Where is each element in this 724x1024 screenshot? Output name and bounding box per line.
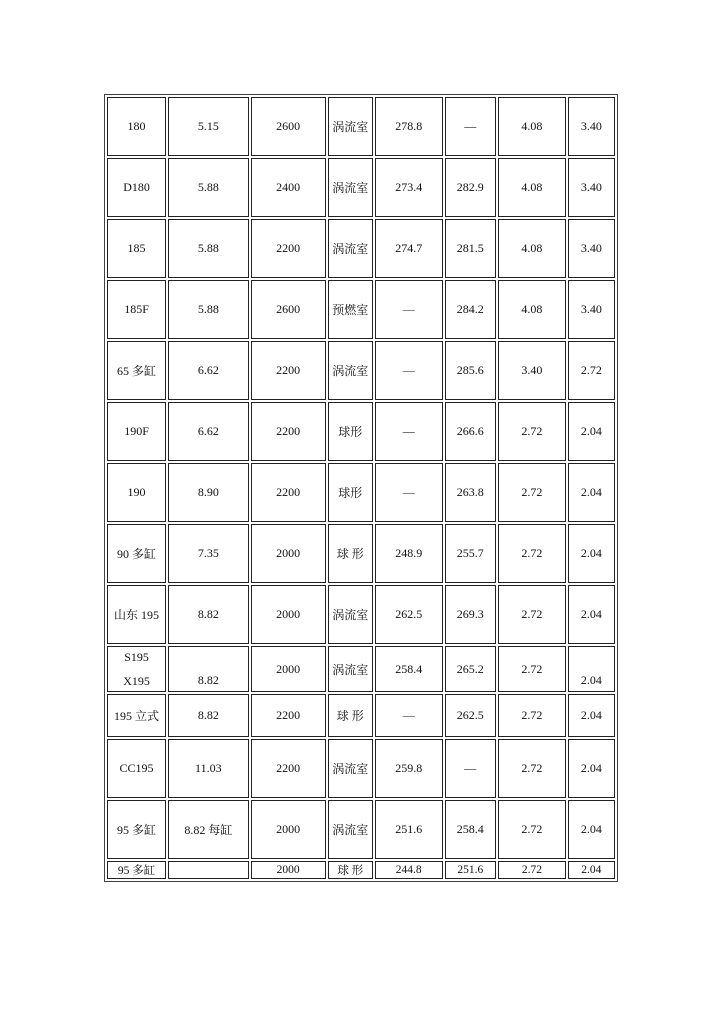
cell-value-b: 251.6 <box>445 861 497 879</box>
cell-model: 90 多缸 <box>107 524 166 583</box>
cell-value-d: 3.40 <box>568 219 615 278</box>
cell-value-b: 262.5 <box>445 694 497 737</box>
cell-value-a: — <box>375 694 443 737</box>
cell-value-c: 2.72 <box>498 463 566 522</box>
cell-chamber: 涡流室 <box>328 739 373 798</box>
cell-rpm: 2600 <box>251 280 326 339</box>
cell-value-c: 3.40 <box>498 341 566 400</box>
cell-chamber: 涡流室 <box>328 585 373 644</box>
cell-value-b: 258.4 <box>445 800 497 859</box>
cell-chamber: 球形 <box>328 463 373 522</box>
cell-value-a: 258.4 <box>375 646 443 692</box>
cell-power: 5.88 <box>168 158 249 217</box>
cell-value-c: 2.72 <box>498 800 566 859</box>
cell-power: 8.90 <box>168 463 249 522</box>
cell-value-d: 3.40 <box>568 158 615 217</box>
cell-value-d: 2.04 <box>568 800 615 859</box>
cell-value-d: 2.04 <box>568 463 615 522</box>
cell-value-a: 278.8 <box>375 97 443 156</box>
cell-model: 95 多缸 <box>107 800 166 859</box>
cell-value-a: 274.7 <box>375 219 443 278</box>
table-row <box>107 97 615 156</box>
cell-value-d: 2.04 <box>568 646 615 692</box>
table-row <box>107 800 615 859</box>
cell-value-b: 255.7 <box>445 524 497 583</box>
cell-rpm: 2000 <box>251 646 326 692</box>
cell-value-a: 251.6 <box>375 800 443 859</box>
cell-chamber: 涡流室 <box>328 158 373 217</box>
cell-value-c: 4.08 <box>498 280 566 339</box>
table-row <box>107 158 615 217</box>
cell-model: 185 <box>107 219 166 278</box>
cell-power: 6.62 <box>168 341 249 400</box>
cell-value-b: 284.2 <box>445 280 497 339</box>
cell-value-b: 266.6 <box>445 402 497 461</box>
cell-value-d: 2.04 <box>568 585 615 644</box>
cell-value-b: 282.9 <box>445 158 497 217</box>
cell-chamber: 预燃室 <box>328 280 373 339</box>
cell-value-d: 2.04 <box>568 694 615 737</box>
cell-value-d: 2.04 <box>568 739 615 798</box>
cell-value-d: 3.40 <box>568 280 615 339</box>
cell-model: 65 多缸 <box>107 341 166 400</box>
cell-value-c: 4.08 <box>498 97 566 156</box>
cell-model: 180 <box>107 97 166 156</box>
cell-value-b: — <box>445 97 497 156</box>
table-row <box>107 646 615 692</box>
table-row <box>107 219 615 278</box>
cell-rpm: 2200 <box>251 219 326 278</box>
cell-value-d: 2.04 <box>568 524 615 583</box>
table-row <box>107 402 615 461</box>
cell-chamber: 球 形 <box>328 524 373 583</box>
cell-value-c: 4.08 <box>498 158 566 217</box>
cell-value-b: 265.2 <box>445 646 497 692</box>
cell-value-a: 244.8 <box>375 861 443 879</box>
cell-rpm: 2600 <box>251 97 326 156</box>
table-row <box>107 280 615 339</box>
table-row <box>107 524 615 583</box>
cell-chamber: 涡流室 <box>328 97 373 156</box>
cell-value-d: 2.04 <box>568 861 615 879</box>
table-row <box>107 739 615 798</box>
cell-value-c: 2.72 <box>498 585 566 644</box>
cell-rpm: 2200 <box>251 402 326 461</box>
cell-model: 山东 195 <box>107 585 166 644</box>
cell-rpm: 2200 <box>251 694 326 737</box>
cell-value-c: 2.72 <box>498 739 566 798</box>
cell-power: 11.03 <box>168 739 249 798</box>
cell-value-a: 262.5 <box>375 585 443 644</box>
cell-rpm: 2400 <box>251 158 326 217</box>
cell-model: CC195 <box>107 739 166 798</box>
table-row <box>107 861 615 879</box>
cell-model: 195 立式 <box>107 694 166 737</box>
cell-power: 5.88 <box>168 280 249 339</box>
cell-chamber: 涡流室 <box>328 646 373 692</box>
cell-chamber: 涡流室 <box>328 341 373 400</box>
cell-rpm: 2000 <box>251 585 326 644</box>
cell-value-a: — <box>375 280 443 339</box>
cell-value-a: 259.8 <box>375 739 443 798</box>
cell-value-c: 2.72 <box>498 694 566 737</box>
cell-power <box>168 861 249 879</box>
cell-rpm: 2000 <box>251 800 326 859</box>
table-row <box>107 694 615 737</box>
table-row <box>107 463 615 522</box>
cell-model <box>107 646 166 692</box>
cell-power: 5.88 <box>168 219 249 278</box>
cell-power: 6.62 <box>168 402 249 461</box>
cell-power: 5.15 <box>168 97 249 156</box>
cell-power: 7.35 <box>168 524 249 583</box>
table-row <box>107 585 615 644</box>
cell-chamber: 球 形 <box>328 694 373 737</box>
cell-value-c: 2.72 <box>498 524 566 583</box>
cell-model: D180 <box>107 158 166 217</box>
data-table <box>104 94 618 882</box>
cell-model: 190F <box>107 402 166 461</box>
cell-rpm: 2200 <box>251 463 326 522</box>
model-line-2: X195 <box>123 674 150 688</box>
cell-value-b: 281.5 <box>445 219 497 278</box>
cell-rpm: 2000 <box>251 524 326 583</box>
cell-rpm: 2200 <box>251 739 326 798</box>
cell-value-a: — <box>375 402 443 461</box>
cell-chamber: 球形 <box>328 402 373 461</box>
table-row <box>107 341 615 400</box>
cell-rpm: 2200 <box>251 341 326 400</box>
cell-value-b: — <box>445 739 497 798</box>
cell-rpm: 2000 <box>251 861 326 879</box>
cell-value-a: — <box>375 341 443 400</box>
cell-value-c: 4.08 <box>498 219 566 278</box>
cell-chamber: 涡流室 <box>328 800 373 859</box>
cell-power: 8.82 <box>168 694 249 737</box>
cell-value-a: 248.9 <box>375 524 443 583</box>
cell-value-c: 2.72 <box>498 402 566 461</box>
cell-value-b: 285.6 <box>445 341 497 400</box>
cell-power: 8.82 每缸 <box>168 800 249 859</box>
cell-value-d: 3.40 <box>568 97 615 156</box>
cell-value-c: 2.72 <box>498 861 566 879</box>
cell-model: 95 多缸 <box>107 861 166 879</box>
cell-chamber: 涡流室 <box>328 219 373 278</box>
cell-model: 190 <box>107 463 166 522</box>
cell-power: 8.82 <box>168 646 249 692</box>
cell-model: 185F <box>107 280 166 339</box>
cell-value-b: 263.8 <box>445 463 497 522</box>
cell-power: 8.82 <box>168 585 249 644</box>
cell-value-a: 273.4 <box>375 158 443 217</box>
cell-value-d: 2.72 <box>568 341 615 400</box>
cell-value-c: 2.72 <box>498 646 566 692</box>
cell-value-b: 269.3 <box>445 585 497 644</box>
model-line-1: S195 <box>124 650 149 664</box>
cell-value-d: 2.04 <box>568 402 615 461</box>
cell-chamber: 球 形 <box>328 861 373 879</box>
cell-value-a: — <box>375 463 443 522</box>
